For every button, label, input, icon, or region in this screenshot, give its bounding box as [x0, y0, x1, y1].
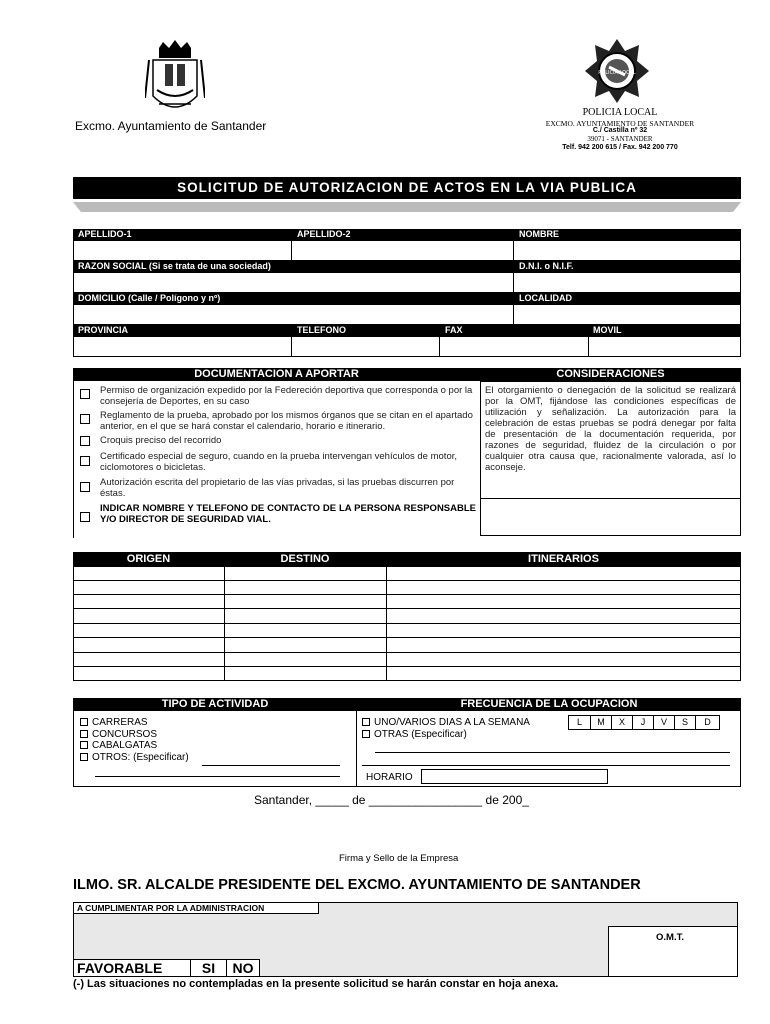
frecuencia-title: FRECUENCIA DE LA OCUPACION: [460, 698, 638, 710]
localidad-label: LOCALIDAD: [519, 293, 572, 303]
city-org-name: Excmo. Ayuntamiento de Santander: [75, 119, 267, 133]
itinerary-grid[interactable]: [73, 566, 741, 681]
addressee: ILMO. SR. ALCALDE PRESIDENTE DEL EXCMO. AYUNTAMIENTO DE SANTANDER: [73, 877, 641, 893]
origen-header: ORIGEN: [126, 553, 171, 565]
actividad-cabalgatas[interactable]: [80, 740, 157, 751]
badge-text: POLICIA LOCAL: [598, 70, 636, 76]
no-label: NO: [232, 960, 254, 976]
form-title-text: SOLICITUD DE AUTORIZACION DE ACTOS EN LA VIA PUBLICA: [177, 180, 637, 195]
concursos-checkbox[interactable]: [80, 730, 88, 738]
doc-item-4-checkbox[interactable]: [80, 456, 90, 466]
telefono-field[interactable]: [291, 336, 440, 357]
doc-item-4-text: Certificado especial de seguro, cuando en la prueba intervengan vehículos de motor, ciclomotores o bicicletas.: [100, 451, 458, 473]
concursos-label: CONCURSOS: [92, 729, 158, 740]
consideraciones-extra-box[interactable]: [480, 498, 741, 536]
table-row: [74, 652, 740, 653]
form-title: [73, 177, 741, 199]
actividad-carreras[interactable]: [80, 717, 148, 728]
doc-item-2-checkbox[interactable]: [80, 414, 90, 424]
day-m[interactable]: M: [591, 716, 612, 729]
doc-item-1: [78, 385, 478, 409]
otros-specify-line-2[interactable]: [95, 776, 340, 777]
omt-label: O.M.T.: [656, 932, 684, 943]
nombre-field[interactable]: [513, 240, 741, 261]
doc-item-3-text: Croquis preciso del recorrido: [100, 435, 222, 446]
table-row: [74, 580, 740, 581]
destino-header: DESTINO: [280, 553, 330, 565]
consideraciones-title: CONSIDERACIONES: [556, 368, 665, 380]
doc-item-5-text: Autorización escrita del propietario de las vías privadas, si las pruebas discurren por éstas.: [100, 477, 455, 499]
otras-label: OTRAS (Especificar): [374, 729, 467, 740]
doc-item-2: [78, 410, 478, 434]
movil-label: MOVIL: [593, 325, 622, 335]
domicilio-field[interactable]: [73, 304, 514, 325]
doc-item-6-text: INDICAR NOMBRE Y TELEFONO DE CONTACTO DE LA PERSONA RESPONSABLE Y/O DIRECTOR DE SEGURIDAD VIAL.: [100, 503, 476, 525]
movil-field[interactable]: [588, 336, 741, 357]
police-phone: Telf. 942 200 615 / Fax. 942 200 770: [562, 144, 678, 151]
table-row: [74, 608, 740, 609]
apellido2-field[interactable]: [291, 240, 514, 261]
semana-label: UNO/VARIOS DIAS A LA SEMANA: [374, 717, 530, 728]
dni-label: D.N.I. o N.I.F.: [519, 261, 574, 271]
city-coat-of-arms: [145, 38, 205, 120]
semana-checkbox[interactable]: [362, 718, 370, 726]
table-row: [74, 637, 740, 638]
table-row: [74, 666, 740, 667]
police-org: EXCMO. AYUNTAMIENTO DE SANTANDER: [545, 119, 695, 128]
cabalgatas-checkbox[interactable]: [80, 741, 88, 749]
police-badge-logo: [583, 37, 651, 105]
si-label: SI: [201, 960, 216, 976]
doc-left-border: [73, 381, 74, 538]
police-address: C./ Castilla nº 32: [592, 127, 648, 134]
frecuencia-otras[interactable]: [362, 729, 467, 740]
police-city: 39071 - SANTANDER: [587, 135, 653, 143]
otros-label: OTROS: (Especificar): [92, 752, 189, 763]
documentacion-header: [73, 368, 480, 381]
provincia-label: PROVINCIA: [78, 325, 129, 335]
doc-item-3: [78, 435, 478, 449]
fax-label: FAX: [445, 325, 463, 335]
apellido1-field[interactable]: [73, 240, 292, 261]
day-x[interactable]: X: [612, 716, 633, 729]
no-box[interactable]: [226, 959, 260, 977]
omt-box: [608, 926, 738, 977]
otros-specify-line-1[interactable]: [202, 765, 340, 766]
horario-label: HORARIO: [366, 772, 413, 783]
day-j[interactable]: J: [633, 716, 654, 729]
days-selector: [568, 715, 720, 730]
frecuencia-header: [357, 698, 741, 711]
documentacion-title: DOCUMENTACION A APORTAR: [194, 368, 359, 380]
carreras-label: CARRERAS: [92, 717, 148, 728]
doc-item-5: [78, 477, 478, 501]
actividad-otros[interactable]: [80, 752, 189, 763]
provincia-field[interactable]: [73, 336, 292, 357]
itinerarios-header: ITINERARIOS: [528, 553, 599, 565]
frecuencia-semana[interactable]: [362, 717, 530, 728]
apellido2-label: APELLIDO-2: [297, 229, 351, 239]
applicant-section: [73, 229, 741, 357]
favorable-label: FAVORABLE: [77, 960, 163, 976]
consideraciones-box: [480, 381, 741, 499]
day-d[interactable]: D: [704, 717, 711, 727]
dni-field[interactable]: [513, 272, 741, 293]
razon-social-field[interactable]: [73, 272, 514, 293]
cabalgatas-label: CABALGATAS: [92, 740, 158, 751]
doc-item-6-checkbox[interactable]: [80, 512, 90, 522]
table-row: [74, 594, 740, 595]
otras-checkbox[interactable]: [362, 730, 370, 738]
favorable-box: [73, 959, 191, 977]
nombre-label: NOMBRE: [519, 229, 559, 239]
localidad-field[interactable]: [513, 304, 741, 325]
date-line[interactable]: Santander, _____ de _________________ de 200_: [254, 793, 529, 807]
doc-item-2-text: Reglamento de la prueba, aprobado por los mismos órganos que se citan en el apartado anterior, en el que se hará constar el calendario, horario e itinerario.: [100, 410, 473, 432]
doc-item-5-checkbox[interactable]: [80, 482, 90, 492]
otras-specify-line-1[interactable]: [375, 752, 730, 753]
actividad-divider: [356, 711, 357, 787]
actividad-header: [73, 698, 357, 711]
doc-item-1-text: Permiso de organización expedido por la Federeción deportiva que corresponda o por la consejería de Deportes, en su caso: [100, 385, 473, 407]
carreras-checkbox[interactable]: [80, 718, 88, 726]
apellido1-label: APELLIDO-1: [78, 229, 132, 239]
doc-item-3-checkbox[interactable]: [80, 436, 90, 446]
day-s[interactable]: S: [675, 716, 696, 729]
day-v[interactable]: V: [654, 716, 675, 729]
doc-item-4: [78, 451, 478, 475]
day-l[interactable]: L: [569, 716, 591, 729]
consideraciones-header: [480, 368, 741, 381]
si-box[interactable]: [190, 959, 227, 977]
admin-label: A CUMPLIMENTAR POR LA ADMINISTRACION: [77, 903, 265, 913]
otros-checkbox[interactable]: [80, 753, 88, 761]
police-title: POLICIA LOCAL: [582, 107, 658, 118]
doc-item-1-checkbox[interactable]: [80, 389, 90, 399]
telefono-label: TELEFONO: [297, 325, 346, 335]
fax-field[interactable]: [439, 336, 589, 357]
footnote: (-) Las situaciones no contempladas en la presente solicitud se harán constar en hoja anexa.: [73, 978, 559, 990]
razon-social-label: RAZON SOCIAL (Si se trata de una sociedad): [78, 261, 271, 271]
admin-label-box: [73, 902, 319, 914]
domicilio-label: DOMICILIO (Calle / Polígono y nº): [78, 293, 221, 303]
title-shadow: [73, 199, 741, 209]
firma-label: Firma y Sello de la Empresa: [339, 853, 459, 864]
horario-field[interactable]: [421, 769, 608, 784]
actividad-concursos[interactable]: [80, 729, 157, 740]
otras-specify-line-2[interactable]: [362, 765, 730, 766]
doc-item-6: [78, 503, 478, 527]
actividad-title: TIPO DE ACTIVIDAD: [161, 698, 269, 710]
table-row: [74, 623, 740, 624]
consideraciones-text: El otorgamiento o denegación de la solicitud se realizará por la OMT, fijándose las condiciones específicas de utilización y señalización. La autorización para la celebración de estas pruebas se podrá denegar por falta de presentación de la documentación requerida, por razones de seguridad, fluidez de la circulación o por cualquier otra causa que, racionalmente valorada, así lo aconseje.: [485, 385, 736, 473]
